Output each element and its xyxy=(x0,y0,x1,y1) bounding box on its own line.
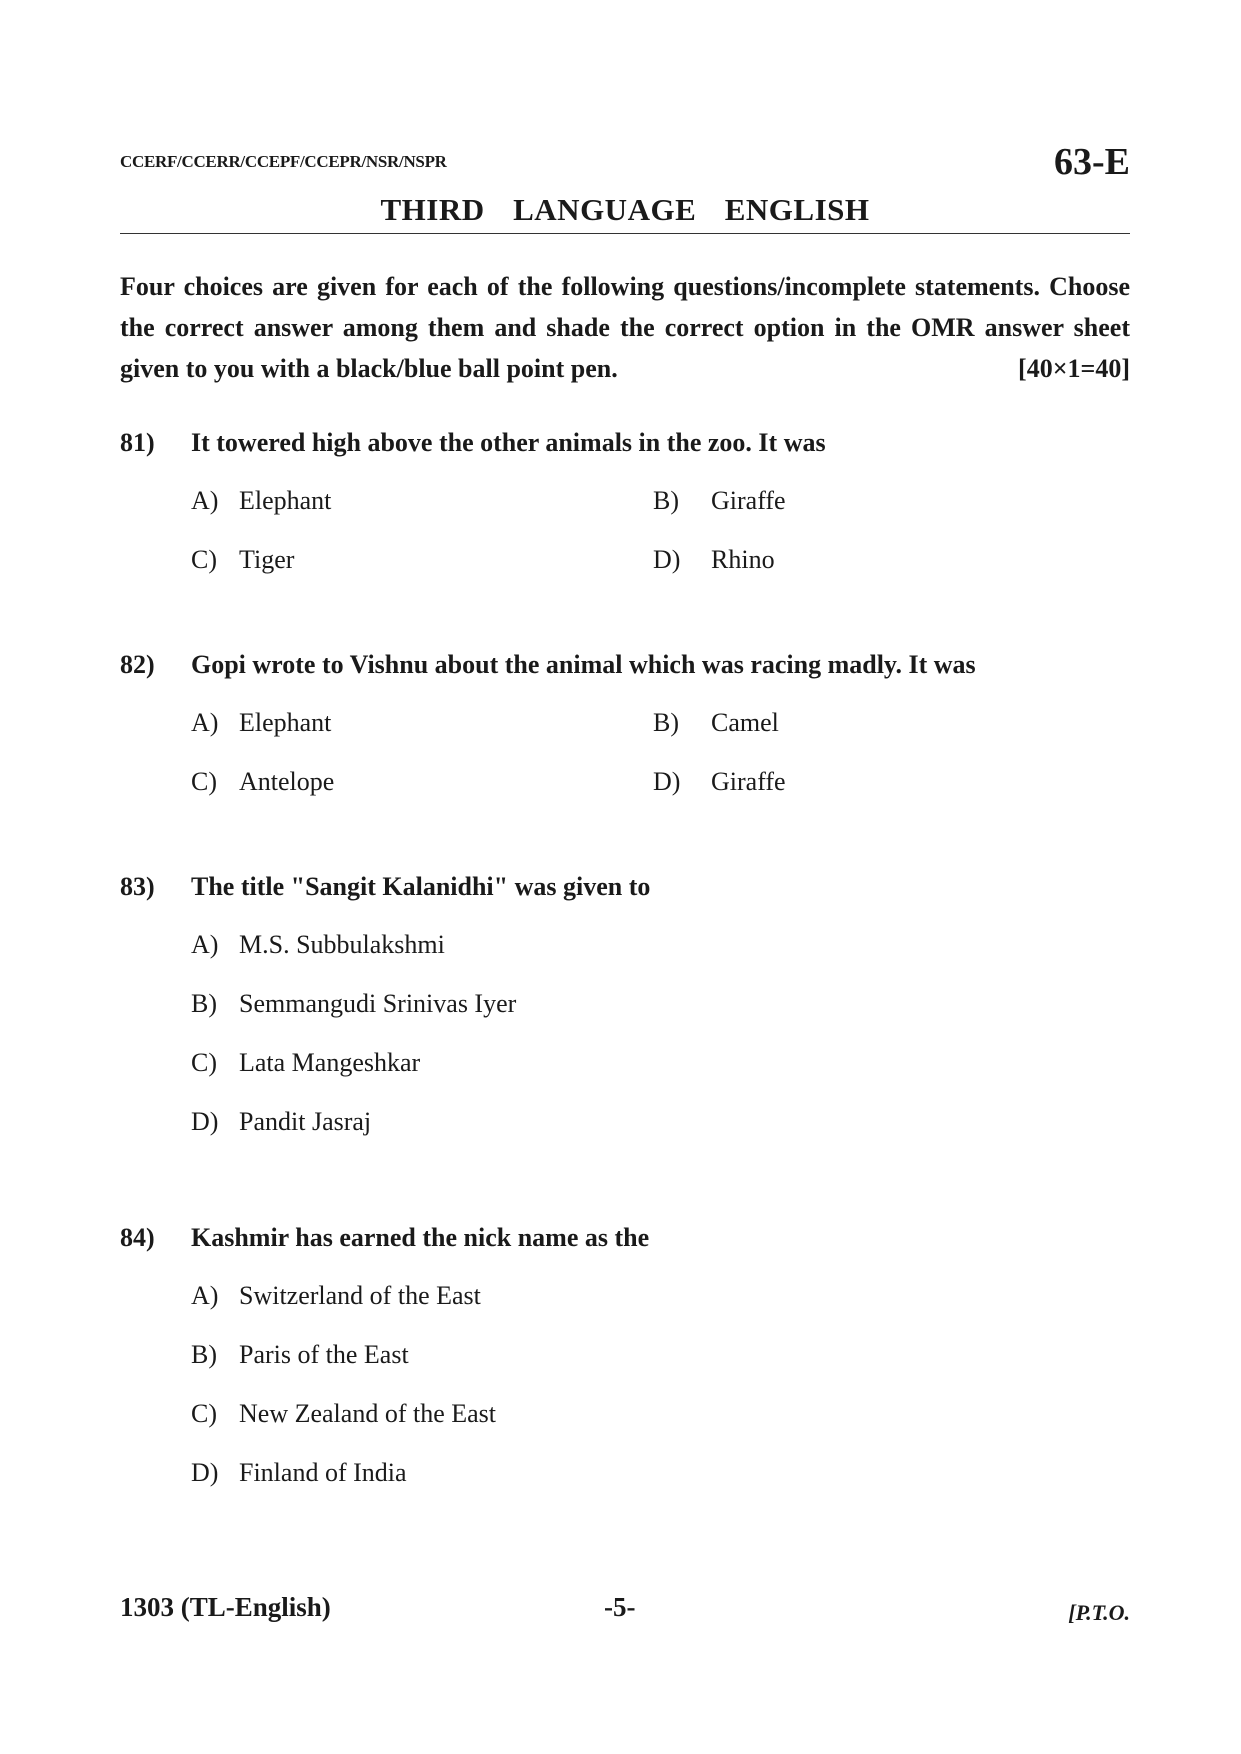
option-text: Elephant xyxy=(239,708,332,737)
option-text: Giraffe xyxy=(711,486,786,515)
option-letter: A) xyxy=(191,708,219,737)
question-number: 82) xyxy=(120,650,155,679)
question-84 xyxy=(120,1218,1130,1493)
option-c xyxy=(191,762,653,802)
option-text: Antelope xyxy=(239,767,335,796)
paper-code: 63-E xyxy=(1054,141,1130,183)
question-number: 83) xyxy=(120,872,155,901)
pto-note: [P.T.O. xyxy=(1068,1600,1130,1625)
question-stem xyxy=(120,1218,1130,1258)
option-letter: D) xyxy=(191,1107,219,1136)
option-letter: A) xyxy=(191,1281,219,1310)
page-title xyxy=(120,192,1130,228)
footer-paper-id: 1303 (TL-English) xyxy=(120,1592,331,1622)
header xyxy=(120,140,1130,190)
option-letter: D) xyxy=(653,767,681,796)
option-letter: B) xyxy=(191,1340,217,1369)
marks-allocation: [40×1=40] xyxy=(1018,354,1130,383)
option-a xyxy=(191,481,653,521)
option-letter: C) xyxy=(191,1048,217,1077)
options xyxy=(191,703,1130,802)
option-b xyxy=(191,984,1130,1024)
option-text: Camel xyxy=(711,708,779,737)
option-letter: D) xyxy=(653,545,681,574)
option-c xyxy=(191,1394,1130,1434)
option-b xyxy=(653,481,1130,521)
option-text: Pandit Jasraj xyxy=(239,1107,372,1136)
option-text: New Zealand of the East xyxy=(239,1399,497,1428)
question-number: 84) xyxy=(120,1223,155,1252)
option-a xyxy=(191,925,1130,965)
option-letter: A) xyxy=(191,930,219,959)
option-d xyxy=(191,1102,1130,1142)
page-number: -5- xyxy=(604,1592,636,1622)
exam-code: CCERF/CCERR/CCEPF/CCEPR/NSR/NSPR xyxy=(120,152,447,171)
option-d xyxy=(191,1453,1130,1493)
option-d xyxy=(653,762,1130,802)
question-83 xyxy=(120,867,1130,1142)
options xyxy=(191,481,1130,580)
option-text: M.S. Subbulakshmi xyxy=(239,930,445,959)
options xyxy=(191,1276,1130,1493)
instructions-text: Four choices are given for each of the following questions/incomplete statements. Choose the correct answer among them and shade the correct option in the OMR answer sheet given to you with a black/blue ball point pen. xyxy=(120,272,1130,383)
option-letter: A) xyxy=(191,486,219,515)
option-letter: C) xyxy=(191,767,217,796)
page-title-text: THIRD LANGUAGE ENGLISH xyxy=(380,192,870,227)
options xyxy=(191,925,1130,1142)
question-stem xyxy=(120,423,1130,463)
question-stem xyxy=(120,867,1130,907)
option-text: Switzerland of the East xyxy=(239,1281,481,1310)
option-text: Giraffe xyxy=(711,767,786,796)
option-letter: C) xyxy=(191,545,217,574)
question-number: 81) xyxy=(120,428,155,457)
option-a xyxy=(191,703,653,743)
option-b xyxy=(191,1335,1130,1375)
question-81 xyxy=(120,423,1130,580)
question-text: Kashmir has earned the nick name as the xyxy=(191,1223,650,1252)
option-a xyxy=(191,1276,1130,1316)
option-text: Elephant xyxy=(239,486,332,515)
option-letter: D) xyxy=(191,1458,219,1487)
option-b xyxy=(653,703,1130,743)
option-text: Finland of India xyxy=(239,1458,407,1487)
option-c xyxy=(191,540,653,580)
question-stem xyxy=(120,645,1130,685)
option-text: Lata Mangeshkar xyxy=(239,1048,421,1077)
title-divider xyxy=(120,233,1130,234)
option-text: Semmangudi Srinivas Iyer xyxy=(239,989,517,1018)
option-letter: C) xyxy=(191,1399,217,1428)
question-text: The title "Sangit Kalanidhi" was given to xyxy=(191,872,651,901)
question-text: Gopi wrote to Vishnu about the animal which was racing madly. It was xyxy=(191,650,976,679)
option-text: Paris of the East xyxy=(239,1340,409,1369)
question-82 xyxy=(120,645,1130,802)
exam-page xyxy=(120,0,1130,1754)
option-letter: B) xyxy=(191,989,217,1018)
option-c xyxy=(191,1043,1130,1083)
instructions xyxy=(120,266,1130,389)
question-text: It towered high above the other animals in the zoo. It was xyxy=(191,428,826,457)
option-text: Tiger xyxy=(239,545,295,574)
option-letter: B) xyxy=(653,708,679,737)
option-text: Rhino xyxy=(711,545,775,574)
option-letter: B) xyxy=(653,486,679,515)
option-d xyxy=(653,540,1130,580)
